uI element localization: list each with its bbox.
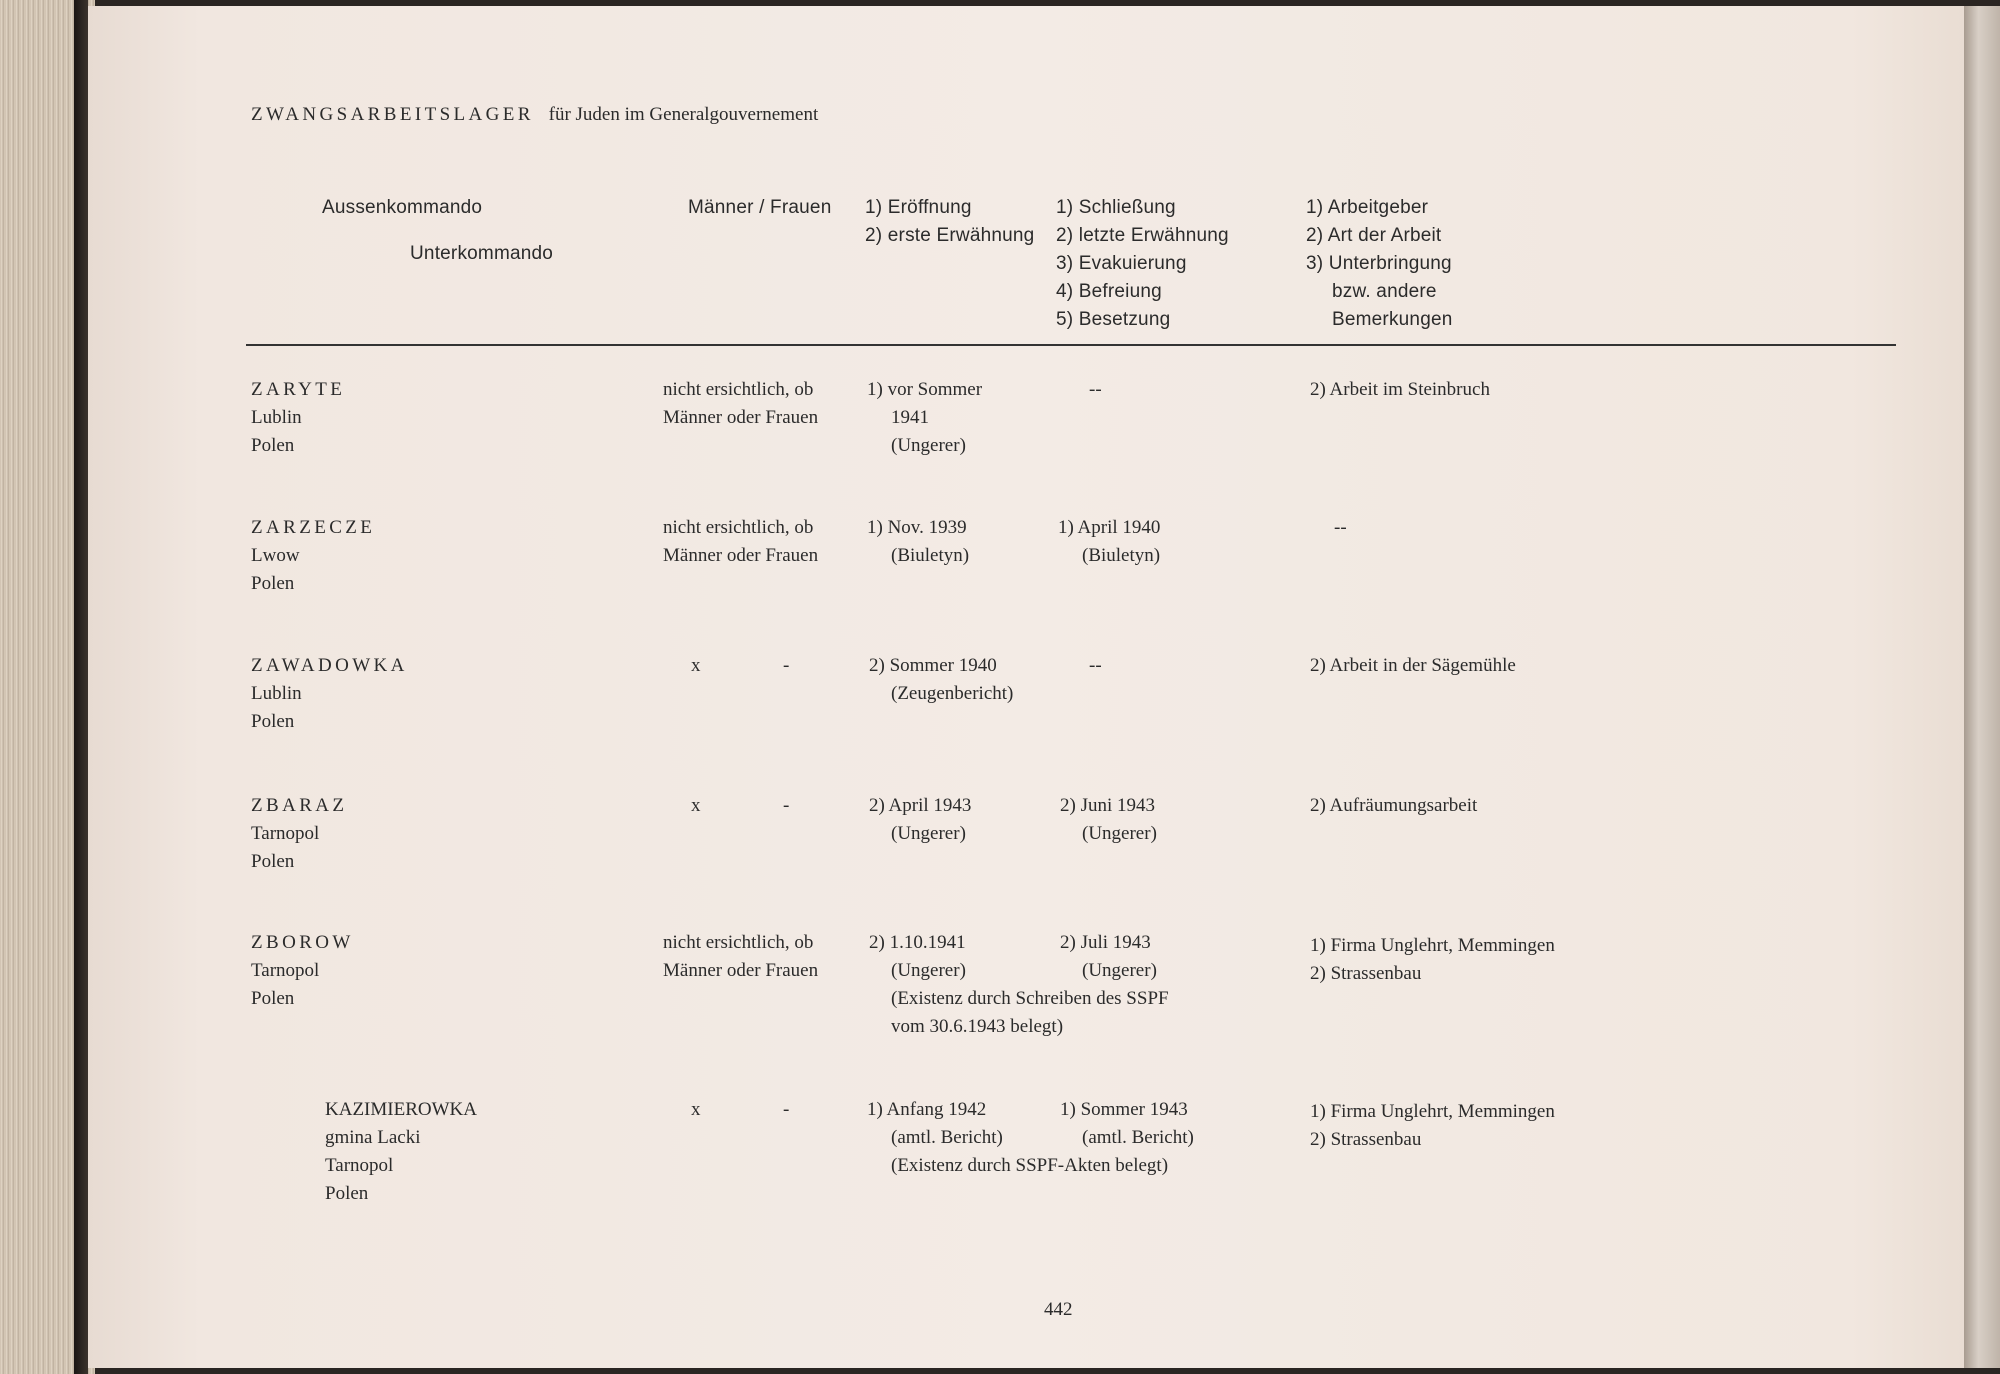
open-text: vom 30.6.1943 belegt) (891, 1016, 1064, 1037)
mf-text: nicht ersichtlich, ob (663, 379, 814, 400)
table-row-close (1060, 1096, 1194, 1152)
open-text: (Zeugenbericht) (891, 683, 1014, 704)
header-line: 1) Schließung (1056, 197, 1176, 218)
mf-text: nicht ersichtlich, ob (663, 517, 814, 538)
mf-marker-x: x (691, 795, 701, 816)
mf-marker-dash: - (783, 1099, 790, 1120)
open-text: 1) Anfang 1942 (867, 1099, 987, 1120)
col-header-unterkommando: Unterkommando (410, 243, 554, 264)
work-text: 2) Arbeit im Steinbruch (1310, 379, 1490, 400)
table-row-open (867, 376, 982, 460)
col-header-eroeffnung (865, 194, 1034, 250)
facing-page-edge (1964, 6, 2000, 1368)
open-text: (Biuletyn) (891, 545, 970, 566)
work-text: -- (1334, 517, 1347, 538)
table-row-close (1058, 514, 1160, 570)
header-line: 2) erste Erwähnung (865, 225, 1035, 246)
col-header-schliessung (1056, 194, 1229, 334)
header-line: 1) Arbeitgeber (1306, 197, 1429, 218)
open-text: 2) 1.10.1941 (869, 932, 966, 953)
col-header-arbeitgeber (1306, 194, 1453, 334)
header-line: 5) Besetzung (1056, 309, 1171, 330)
table-row-work (1334, 514, 1347, 542)
open-text: (Existenz durch SSPF-Akten belegt) (891, 1155, 1169, 1176)
running-title (251, 101, 818, 129)
close-text: (Ungerer) (1082, 823, 1157, 844)
open-text: 1) vor Sommer (867, 379, 983, 400)
place-country: Polen (251, 573, 295, 594)
open-text: (Ungerer) (891, 435, 966, 456)
close-text: (Ungerer) (1082, 960, 1157, 981)
table-row-close (1089, 376, 1102, 404)
place-country: Polen (251, 988, 295, 1009)
place-region: Tarnopol (251, 960, 320, 981)
place-region: Tarnopol (251, 823, 320, 844)
table-row-close (1089, 652, 1102, 680)
table-row-mf (663, 514, 818, 570)
running-title-caps: ZWANGSARBEITSLAGER (251, 104, 534, 125)
col-header-maenner-frauen: Männer / Frauen (688, 197, 832, 218)
table-row-open (867, 514, 969, 570)
place-name: ZBARAZ (251, 795, 348, 816)
header-line: 3) Unterbringung (1306, 253, 1452, 274)
table-row-place (251, 929, 354, 1013)
work-text: 2) Strassenbau (1310, 1129, 1422, 1150)
work-text: 1) Firma Unglehrt, Memmingen (1310, 935, 1555, 956)
open-text: (Existenz durch Schreiben des SSPF (891, 988, 1169, 1009)
work-text: 2) Strassenbau (1310, 963, 1422, 984)
place-region: Lublin (251, 407, 302, 428)
work-text: 2) Aufräumungsarbeit (1310, 795, 1478, 816)
table-row-place (251, 376, 345, 460)
header-line: 2) Art der Arbeit (1306, 225, 1442, 246)
close-text: 2) Juli 1943 (1060, 932, 1151, 953)
close-text: (Biuletyn) (1082, 545, 1161, 566)
table-row-work (1310, 1098, 1555, 1154)
table-row-open (869, 792, 971, 848)
open-text: 1941 (891, 407, 929, 428)
mf-text: Männer oder Frauen (663, 545, 819, 566)
place-name: ZBOROW (251, 932, 354, 953)
close-text: -- (1089, 655, 1102, 676)
table-row-work (1310, 652, 1516, 680)
close-text: 1) Sommer 1943 (1060, 1099, 1188, 1120)
work-text: 2) Arbeit in der Sägemühle (1310, 655, 1516, 676)
table-row-open (869, 652, 1013, 708)
place-country: Polen (251, 711, 295, 732)
place-country: Polen (251, 851, 295, 872)
header-line: 2) letzte Erwähnung (1056, 225, 1229, 246)
table-row-place (325, 1096, 477, 1208)
table-row-mf (663, 376, 818, 432)
place-country: Polen (325, 1183, 369, 1204)
place-name: ZARYTE (251, 379, 346, 400)
open-text: (Ungerer) (891, 960, 966, 981)
mf-text: Männer oder Frauen (663, 407, 819, 428)
book-spine-shadow (74, 0, 88, 1374)
close-text: 2) Juni 1943 (1060, 795, 1155, 816)
close-text: 1) April 1940 (1058, 517, 1161, 538)
table-row-work (1310, 376, 1490, 404)
place-name: ZAWADOWKA (251, 655, 408, 676)
mf-marker-x: x (691, 1099, 701, 1120)
close-text: -- (1089, 379, 1102, 400)
header-line: Bemerkungen (1332, 309, 1453, 330)
header-line: bzw. andere (1332, 281, 1437, 302)
table-row-place (251, 514, 375, 598)
mf-text: Männer oder Frauen (663, 960, 819, 981)
page-number: 442 (1044, 1299, 1073, 1320)
table-row-place (251, 792, 347, 876)
open-text: 2) April 1943 (869, 795, 972, 816)
open-text: 1) Nov. 1939 (867, 517, 967, 538)
mf-text: nicht ersichtlich, ob (663, 932, 814, 953)
place-region: gmina Lacki (325, 1127, 421, 1148)
place-region: Lublin (251, 683, 302, 704)
mf-marker-x: x (691, 655, 701, 676)
table-row-work (1310, 792, 1477, 820)
header-line: 4) Befreiung (1056, 281, 1162, 302)
table-row-mf (663, 929, 818, 985)
close-text: (amtl. Bericht) (1082, 1127, 1194, 1148)
header-line: 1) Eröffnung (865, 197, 972, 218)
place-name: KAZIMIEROWKA (325, 1099, 477, 1120)
place-region: Tarnopol (325, 1155, 394, 1176)
header-line: 3) Evakuierung (1056, 253, 1187, 274)
open-text: (amtl. Bericht) (891, 1127, 1003, 1148)
place-country: Polen (251, 435, 295, 456)
table-row-close (1060, 929, 1157, 985)
open-text: 2) Sommer 1940 (869, 655, 997, 676)
col-header-aussenkommando: Aussenkommando (322, 197, 483, 218)
open-text: (Ungerer) (891, 823, 966, 844)
mf-marker-dash: - (783, 795, 790, 816)
table-row-close (1060, 792, 1157, 848)
running-title-rest: für Juden im Generalgouvernement (548, 104, 819, 125)
book-page (88, 6, 1964, 1368)
table-row-place (251, 652, 408, 736)
work-text: 1) Firma Unglehrt, Memmingen (1310, 1101, 1555, 1122)
header-rule (246, 344, 1896, 346)
place-region: Lwow (251, 545, 300, 566)
place-name: ZARZECZE (251, 517, 376, 538)
mf-marker-dash: - (783, 655, 790, 676)
table-row-work (1310, 932, 1555, 988)
